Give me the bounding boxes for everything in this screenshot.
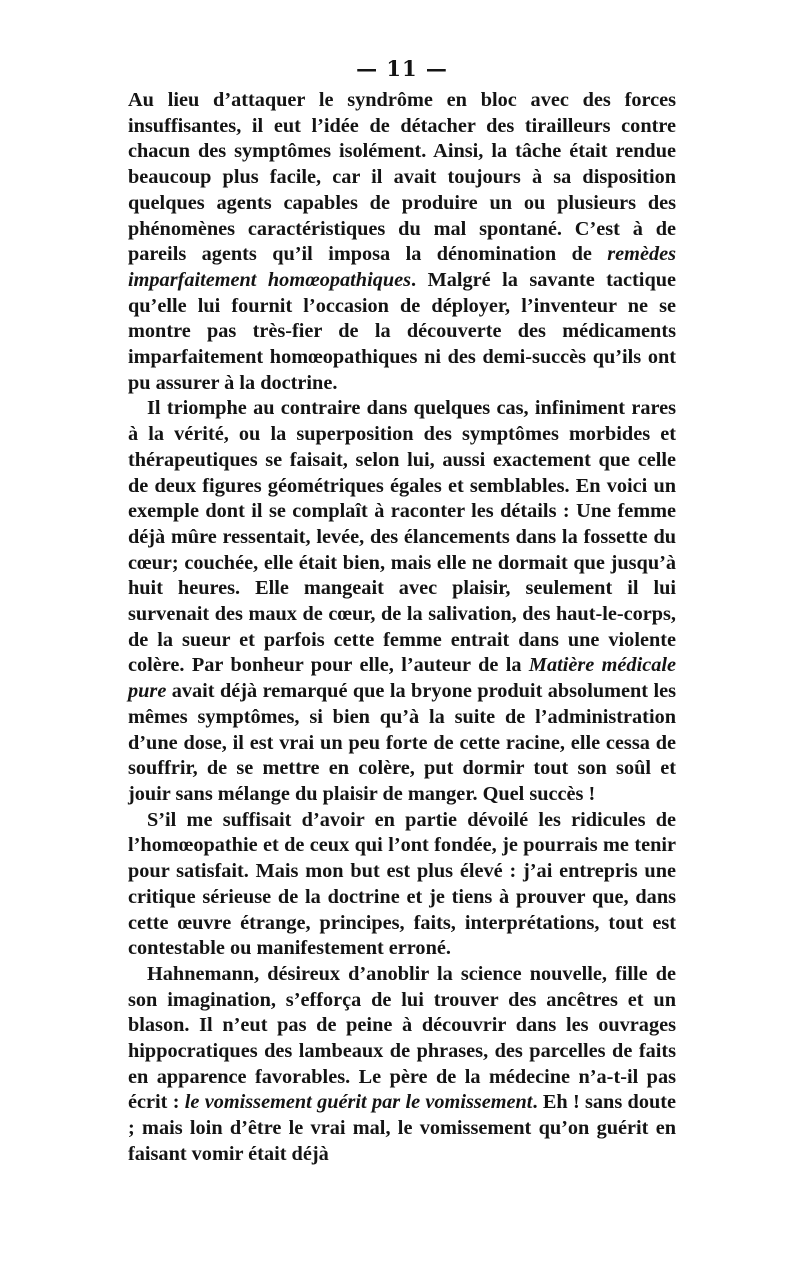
- paragraph: [128, 88, 676, 396]
- page-number: — 11 —: [356, 56, 448, 81]
- italic-text: le vomissement guérit par le vomissement: [184, 1091, 533, 1114]
- italic-text: remèdes imparfaitement homœopathiques: [128, 243, 676, 291]
- text-segment: . Eh ! sans doute ; mais loin d’être le vrai mal, le vomissement qu’on guérit en faisant vomir était déjà: [128, 1091, 676, 1165]
- paragraph: [128, 396, 676, 807]
- text-segment: . Malgré la savante tactique qu’elle lui fournit l’occasion de déployer, l’inventeur ne se montre pas très-fier de la découverte des médicaments imparfaitement homœopathiques ni des demi-succès qu’ils ont pu assurer à la doctrine.: [128, 268, 677, 394]
- paragraph: [128, 808, 676, 962]
- book-page: [128, 52, 676, 1168]
- text-segment: Au lieu d’attaquer le syndrôme en bloc avec des forces insuffisantes, il eut l’idée de détacher des tirailleurs contre chacun des symptômes isolément. Ainsi, la tâche était rendue beaucoup plus facile, car il avait toujours à sa disposition quelques agents capables de produire un ou plusieurs des phénomènes caractéristiques du mal spontané. C’est à de pareils agents qu’il imposa la dénomination de: [128, 89, 676, 266]
- italic-text: Matière médicale pure: [128, 654, 676, 703]
- text-segment: avait déjà remarqué que la bryone produit absolument les mêmes symptômes, si bien qu’à la suite de l’administration d’une dose, il est vrai un peu forte de cette racine, elle cessa de souffrir, de se mettre en colère, put dormir tout son soûl et jouir sans mélange du plaisir de manger. Quel succès !: [128, 680, 676, 805]
- text-segment: Il triomphe au contraire dans quelques cas, infiniment rares à la vérité, ou la superposition des symptômes morbides et thérapeutiques se faisait, selon lui, aussi exactement que celle de deux figures géométriques égales et semblables. En voici un exemple dont il se complaît à raconter les détails : Une femme déjà mûre ressentait, levée, des élancements dans la fossette du cœur; couchée, elle était bien, mais elle ne dormait que jusqu’à huit heures. Elle mangeait avec plaisir, seulement il lui survenait des maux de cœur, de la salivation, des haut-le-corps, de la sueur et parfois cette femme entrait dans une violente colère. Par bonheur pour elle, l’auteur de la: [128, 397, 676, 677]
- text-segment: Hahnemann, désireux d’anoblir la science nouvelle, fille de son imagination, s’efforça de lui trouver des ancêtres et un blason. Il n’eut pas de peine à découvrir dans les ouvrages hippocratiques des lambeaux de phrases, des parcelles de faits en apparence favorables. Le père de la médecine n’a-t-il pas écrit :: [128, 962, 676, 1114]
- paragraph: [128, 962, 676, 1168]
- body-text: [128, 88, 676, 1168]
- text-segment: S’il me suffisait d’avoir en partie dévoilé les ridicules de l’homœopathie et de ceux qui l’ont fondée, je pourrais me tenir pour satisfait. Mais mon but est plus élevé : j’ai entrepris une critique sérieuse de la doctrine et je tiens à prouver que, dans cette œuvre étrange, principes, faits, interprétations, tout est contestable ou manifestement erroné.: [128, 808, 676, 960]
